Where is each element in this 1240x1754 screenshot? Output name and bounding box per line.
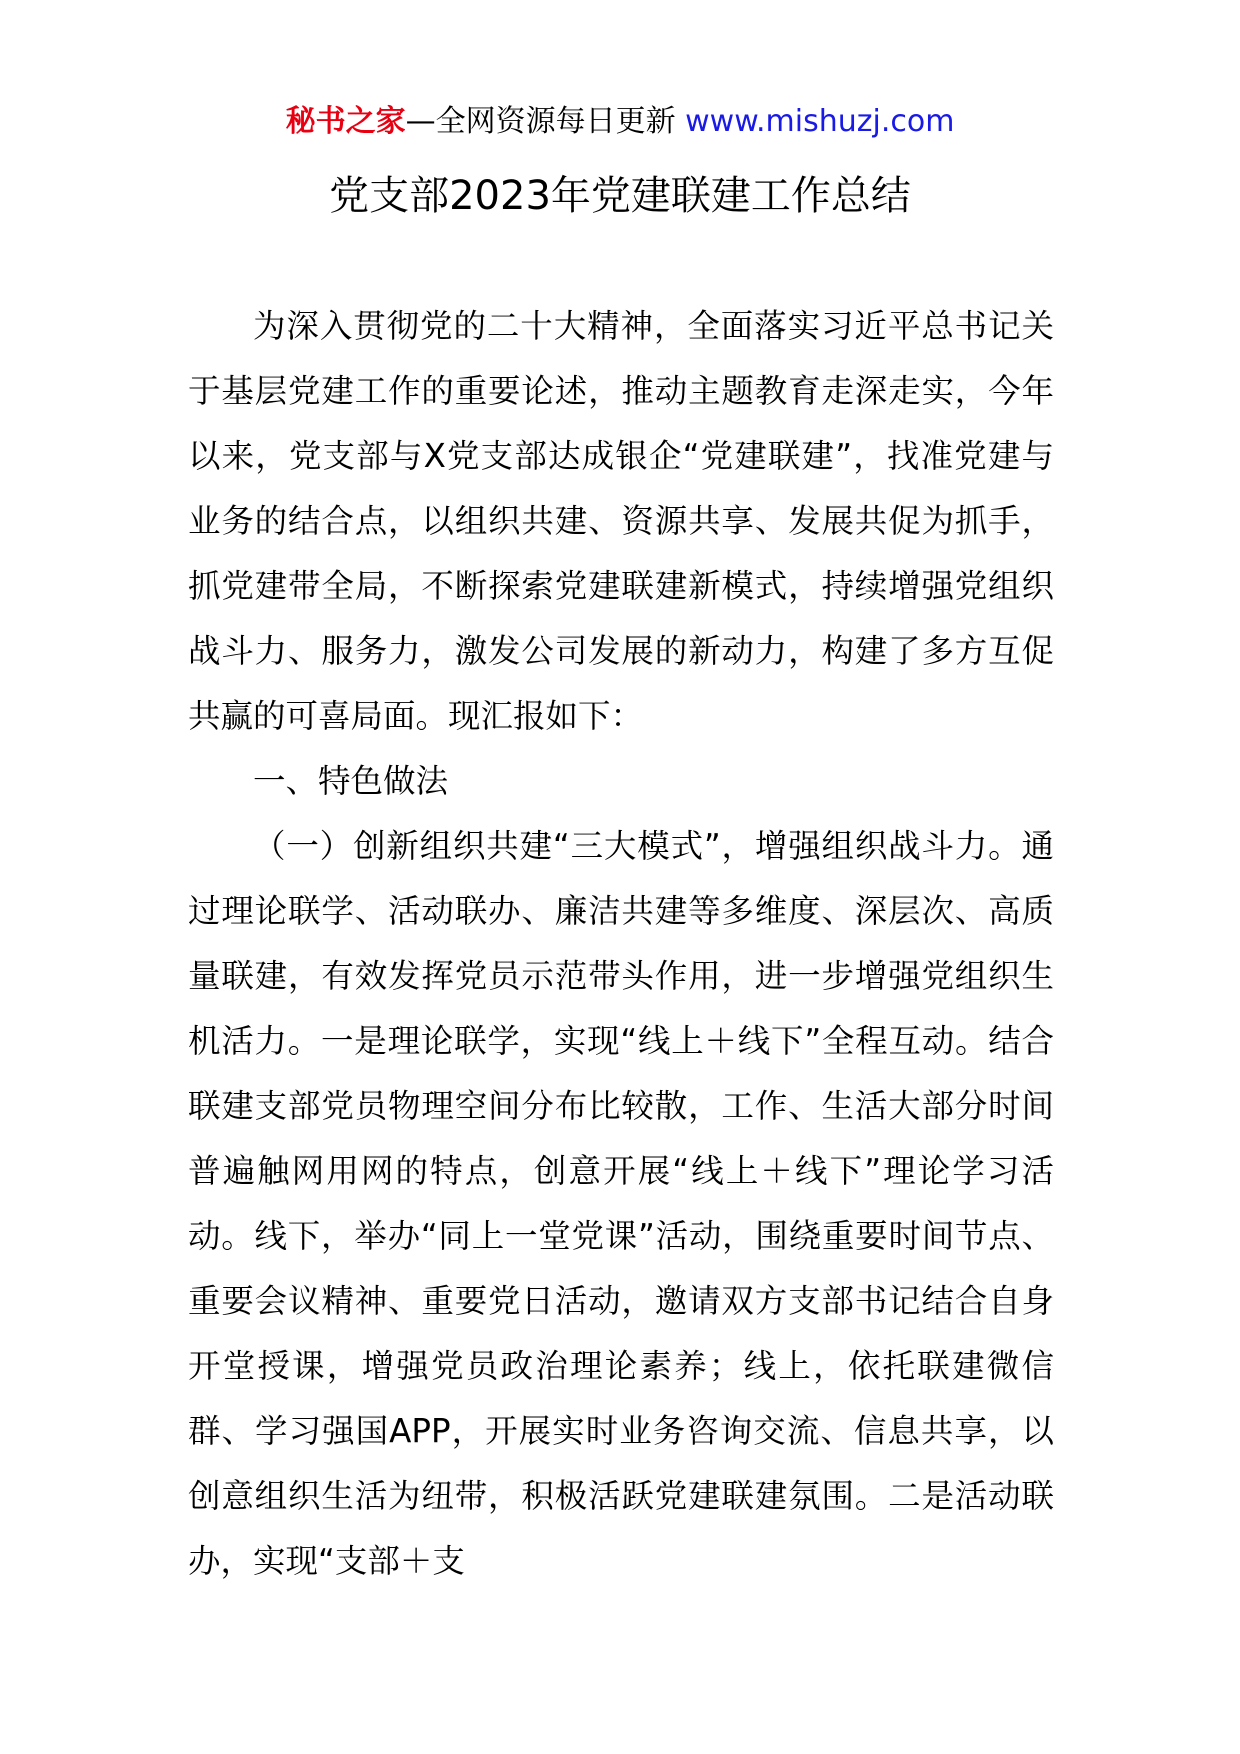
intro-paragraph: 为深入贯彻党的二十大精神，全面落实习近平总书记关于基层党建工作的重要论述，推动主题教育走深走实，今年以来，党支部与X党支部达成银企“党建联建”，找准党建与业务的结合点，以组织共建、资源共享、发展共促为抓手，抓党建带全局，不断探索党建联建新模式，持续增强党组织战斗力、服务力，激发公司发展的新动力，构建了多方互促共赢的可喜局面。现汇报如下： (188, 307, 1054, 735)
site-header (0, 100, 1240, 144)
site-tagline: —全网资源每日更新 (405, 104, 686, 139)
document-title: 党支部2023年党建联建工作总结 (329, 173, 911, 219)
site-brand: 秘书之家 (285, 104, 406, 139)
site-url-link[interactable]: www.mishuzj.com (685, 104, 955, 139)
body-paragraph: （一）创新组织共建“三大模式”，增强组织战斗力。通过理论联学、活动联办、廉洁共建等多维度、深层次、高质量联建，有效发挥党员示范带头作用，进一步增强党组织生机活力。一是理论联学，实现“线上＋线下”全程互动。结合联建支部党员物理空间分布比较散，工作、生活大部分时间普遍触网用网的特点，创意开展“线上＋线下”理论学习活动。线下，举办“同上一堂党课”活动，围绕重要时间节点、重要会议精神、重要党日活动，邀请双方支部书记结合自身开堂授课，增强党员政治理论素养；线上，依托联建微信群、学习强国APP，开展实时业务咨询交流、信息共享，以创意组织生活为纽带，积极活跃党建联建氛围。二是活动联办，实现“支部＋支 (188, 827, 1054, 1580)
section-heading: 一、特色做法 (253, 762, 449, 800)
document-body (188, 294, 1054, 1594)
